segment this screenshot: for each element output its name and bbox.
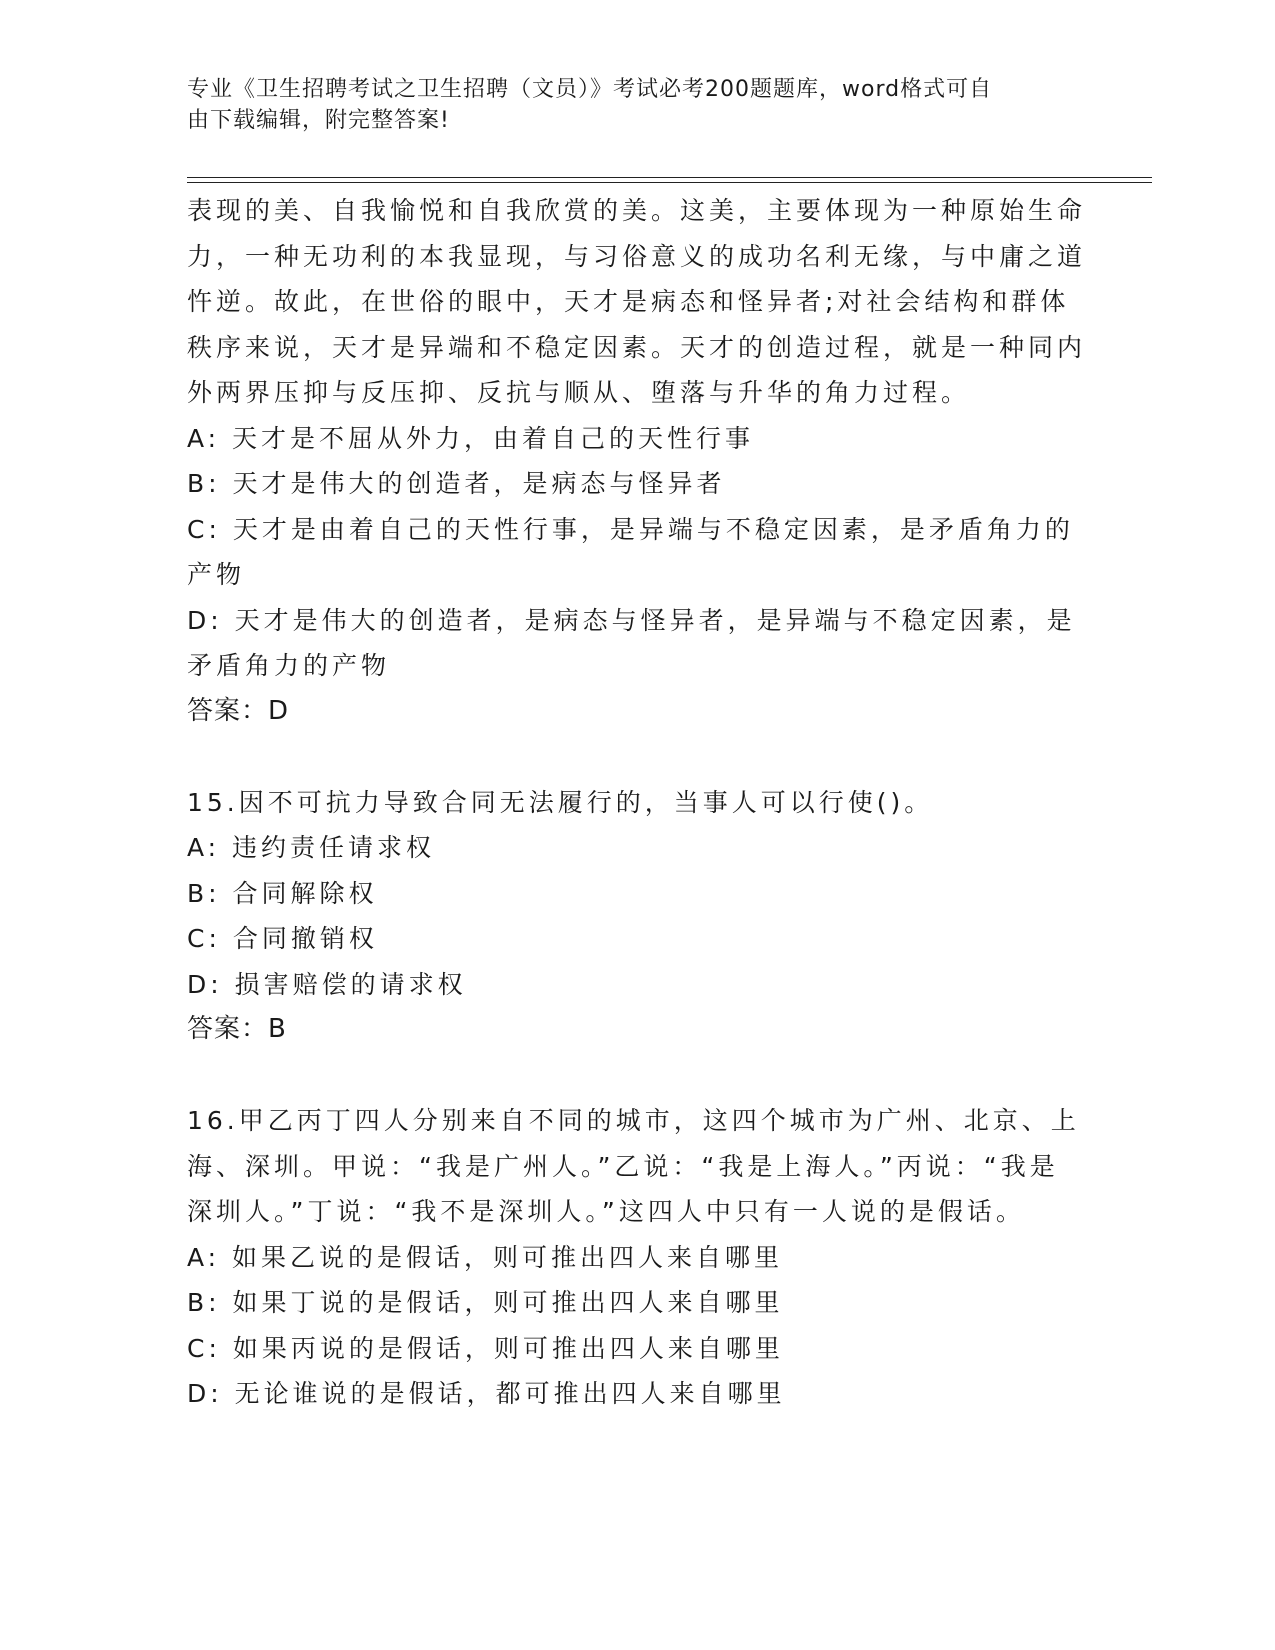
spacer (187, 734, 1087, 780)
question-stem: 15.因不可抗力导致合同无法履行的，当事人可以行使()。 (187, 787, 934, 817)
option-a: A: 违约责任请求权 (187, 833, 436, 862)
question-passage: 表现的美、自我愉悦和自我欣赏的美。这美，主要体现为一种原始生命力，一种无功利的本我显现，与习俗意义的成功名利无缘，与中庸之道忤逆。故此，在世俗的眼中，天才是病态和怪异者;对社会结构和群体秩序来说，天才是异端和不稳定因素。天才的创造过程，就是一种同内外两界压抑与反压抑、反抗与顺从、堕落与升华的角力过程。 (187, 196, 1087, 407)
answer: 答案：B (187, 1014, 287, 1044)
page-body (187, 188, 1087, 1417)
option-b: B: 天才是伟大的创造者，是病态与怪异者 (187, 469, 726, 498)
option-b: B: 如果丁说的是假话，则可推出四人来自哪里 (187, 1288, 784, 1317)
option-a: A: 天才是不屈从外力，由着自己的天性行事 (187, 423, 755, 453)
option-d: D: 损害赔偿的请求权 (187, 969, 467, 999)
header-line-2: 由下载编辑，附完整答案! (187, 108, 450, 133)
answer: 答案：D (187, 695, 290, 726)
spacer (187, 1053, 1087, 1099)
question-15 (187, 780, 1087, 1053)
option-d: D: 天才是伟大的创造者，是病态与怪异者，是异端与不稳定因素，是矛盾角力的产物 (187, 605, 1076, 680)
option-d: D: 无论谁说的是假话，都可推出四人来自哪里 (187, 1379, 786, 1408)
header-rule-top (187, 177, 1152, 178)
question-16 (187, 1098, 1087, 1417)
option-c: C: 合同撤销权 (187, 924, 378, 953)
page-header (187, 74, 1067, 136)
option-c: C: 天才是由着自己的天性行事，是异端与不稳定因素，是矛盾角力的产物 (187, 514, 1074, 589)
option-a: A: 如果乙说的是假话，则可推出四人来自哪里 (187, 1242, 784, 1272)
header-rule-bottom (187, 182, 1152, 183)
option-c: C: 如果丙说的是假话，则可推出四人来自哪里 (187, 1333, 784, 1363)
question-stem: 16.甲乙丙丁四人分别来自不同的城市，这四个城市为广州、北京、上海、深圳。甲说：“我是广州人。”乙说：“我是上海人。”丙说：“我是深圳人。”丁说：“我不是深圳人。”这四人中只有一人说的是假话。 (187, 1106, 1080, 1226)
header-line-1: 专业《卫生招聘考试之卫生招聘（文员）》考试必考200题题库，word格式可自 (187, 77, 993, 102)
question-14-tail (187, 188, 1087, 734)
option-b: B: 合同解除权 (187, 878, 378, 908)
